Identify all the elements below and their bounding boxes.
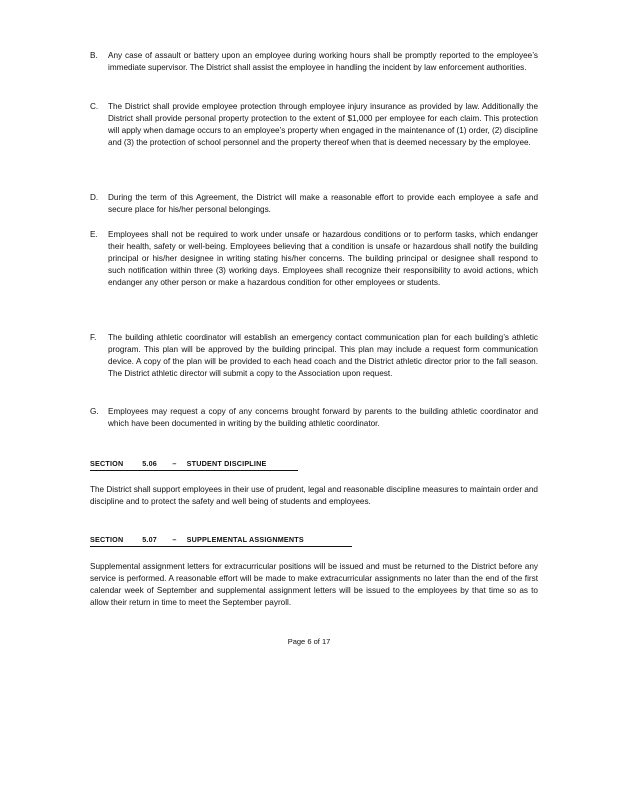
section-number: 5.07 (142, 535, 157, 544)
list-marker: G. (90, 407, 99, 416)
page-label: Page (287, 637, 306, 646)
list-item-text: The building athletic coordinator will establish an emergency contact communication plan for each building’s athletic program. This plan will be approved by the building principal. This plan may include a request form communication device. A copy of the plan will be provided to each head coach and the District athletic director prior to the fall season. The District athletic director will submit a copy to the Association upon request. (108, 333, 538, 378)
list-marker: D. (90, 193, 99, 202)
section-label: SECTION (90, 459, 124, 468)
list-item-text: Employees may request a copy of any concerns brought forward by parents to the building athletic coordinator and which have been documented in writing by the building athletic coordinator. (108, 407, 538, 428)
section-dash: – (172, 535, 177, 544)
page-total: 17 (321, 637, 331, 646)
section-dash: – (172, 459, 177, 468)
list-marker: C. (90, 102, 99, 111)
page-footer (0, 637, 618, 648)
list-item-text: Any case of assault or battery upon an employee during working hours shall be promptly reported to the employee’s immediate supervisor. The District shall assist the employee in handling the incident by law enforcement authorities. (108, 51, 538, 72)
section-label: SECTION (90, 535, 124, 544)
section-number: 5.06 (142, 459, 157, 468)
section-507-heading (90, 535, 352, 547)
page-of: of (313, 637, 320, 646)
list-item-b (90, 50, 538, 74)
list-marker: B. (90, 51, 98, 60)
list-item-g (90, 406, 538, 430)
list-item-text: The District shall provide employee protection through employee injury insurance as provided by law. Additionally the District shall provide personal property protection to the extent of $1,000 per employee for each claim. This protection will apply when damage occurs to an employee’s property when engaged in the maintenance of (1) order, (2) discipline and (3) the protection of school personnel and the property thereof when that is deemed necessary by the employee. (108, 102, 538, 147)
page-current: 6 (307, 637, 312, 646)
list-marker: F. (90, 333, 97, 342)
list-item-d (90, 192, 538, 216)
section-title: SUPPLEMENTAL ASSIGNMENTS (186, 535, 304, 544)
list-marker: E. (90, 230, 98, 239)
section-506-heading (90, 459, 298, 471)
list-item-f (90, 332, 538, 380)
section-title: STUDENT DISCIPLINE (186, 459, 267, 468)
list-item-text: Employees shall not be required to work under unsafe or hazardous conditions or to perform tasks, which endanger their health, safety or well-being. Employees believing that a condition is unsafe or hazardous shall notify the building principal or his/her designee in writing stating his/her concerns. The building principal or designee shall respond to such notification within three (3) working days. Employees shall recognize their responsibility to avoid actions, which endanger any other person or make a hazardous condition for other employees or students. (108, 230, 538, 287)
section-507-text: Supplemental assignment letters for extracurricular positions will be issued and must be returned to the District before any service is performed. A reasonable effort will be made to make extracurricular assignments no later than the end of the first calendar week of September and supplemental assignment letters will be issued to the employees by that time so as to allow their return in time to meet the September payroll. (90, 562, 538, 607)
list-item-e (90, 229, 538, 288)
list-item-c (90, 101, 538, 149)
list-item-text: During the term of this Agreement, the District will make a reasonable effort to provide each employee a safe and secure place for his/her personal belongings. (108, 193, 538, 214)
section-506-text: The District shall support employees in their use of prudent, legal and reasonable discipline measures to maintain order and discipline and to protect the safety and well being of students and employees. (90, 485, 538, 506)
